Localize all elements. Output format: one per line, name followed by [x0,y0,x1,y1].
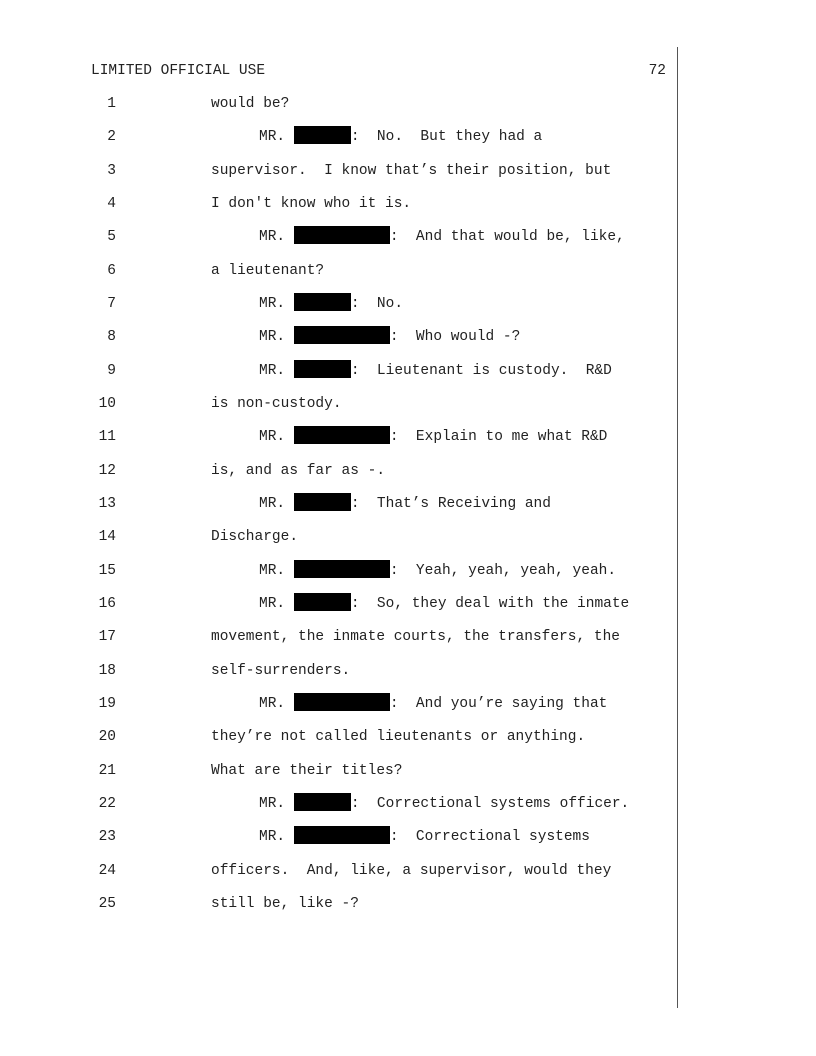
line-number: 22 [98,796,116,812]
line-text: self-surrenders. [211,663,351,679]
speaker-label: MR. [259,829,286,845]
line-text: MR. : Who would -? [259,325,520,349]
redaction-box [294,826,390,844]
page-number: 72 [648,63,666,79]
line-number: 21 [98,763,116,779]
line-text: MR. : Yeah, yeah, yeah, yeah. [259,559,616,583]
speaker-label: MR. [259,129,286,145]
transcript-line [0,392,676,416]
line-number: 15 [98,563,116,579]
transcript-line [0,492,676,516]
speaker-label: MR. [259,696,286,712]
line-text: they’re not called lieutenants or anything. [211,729,586,745]
redaction-box [294,493,351,511]
line-text: MR. : Lieutenant is custody. R&D [259,359,612,383]
line-text: I don't know who it is. [211,196,412,212]
line-text: What are their titles? [211,763,403,779]
line-text: would be? [211,96,290,112]
line-number: 17 [98,629,116,645]
line-text: MR. : No. [259,292,403,316]
transcript-line [0,759,676,783]
transcript-line [0,425,676,449]
transcript-line [0,125,676,149]
speaker-label: MR. [259,496,286,512]
transcript-line [0,725,676,749]
transcript-line [0,325,676,349]
line-text: MR. : Correctional systems [259,825,590,849]
line-text: still be, like -? [211,896,359,912]
line-text: movement, the inmate courts, the transfers, the [211,629,620,645]
redaction-box [294,226,390,244]
line-text: supervisor. I know that’s their position, but [211,163,612,179]
line-text: MR. : And that would be, like, [259,225,625,249]
speaker-label: MR. [259,329,286,345]
line-number: 1 [107,96,116,112]
line-text: Discharge. [211,529,299,545]
line-text: a lieutenant? [211,263,325,279]
speaker-label: MR. [259,563,286,579]
transcript-line [0,559,676,583]
line-number: 24 [98,863,116,879]
transcript-line [0,659,676,683]
transcript-line [0,825,676,849]
transcript-line [0,259,676,283]
transcript-line [0,225,676,249]
redaction-box [294,426,390,444]
line-number: 7 [107,296,116,312]
speaker-label: MR. [259,229,286,245]
transcript-line [0,692,676,716]
transcript-line [0,359,676,383]
transcript-line [0,525,676,549]
classification-header: LIMITED OFFICIAL USE [91,63,266,79]
speaker-label: MR. [259,796,286,812]
line-text: officers. And, like, a supervisor, would they [211,863,612,879]
transcript-line [0,292,676,316]
line-number: 23 [98,829,116,845]
transcript-line [0,859,676,883]
line-number: 11 [98,429,116,445]
redaction-box [294,293,351,311]
line-number: 5 [107,229,116,245]
line-number: 13 [98,496,116,512]
line-number: 10 [98,396,116,412]
line-text: is, and as far as -. [211,463,386,479]
redaction-box [294,326,390,344]
line-number: 19 [98,696,116,712]
line-text: is non-custody. [211,396,342,412]
transcript-line [0,459,676,483]
redaction-box [294,126,351,144]
line-number: 20 [98,729,116,745]
line-text: MR. : And you’re saying that [259,692,607,716]
line-number: 9 [107,363,116,379]
line-number: 14 [98,529,116,545]
redaction-box [294,793,351,811]
transcript-line [0,92,676,116]
right-margin-rule [677,47,678,1008]
redaction-box [294,593,351,611]
speaker-label: MR. [259,429,286,445]
line-number: 16 [98,596,116,612]
line-text: MR. : Correctional systems officer. [259,792,629,816]
line-number: 6 [107,263,116,279]
transcript-line [0,792,676,816]
speaker-label: MR. [259,363,286,379]
line-text: MR. : Explain to me what R&D [259,425,607,449]
transcript-line [0,892,676,916]
line-text: MR. : That’s Receiving and [259,492,551,516]
line-number: 3 [107,163,116,179]
transcript-line [0,625,676,649]
line-text: MR. : So, they deal with the inmate [259,592,629,616]
line-number: 2 [107,129,116,145]
transcript-line [0,159,676,183]
line-number: 4 [107,196,116,212]
redaction-box [294,693,390,711]
line-number: 8 [107,329,116,345]
line-number: 25 [98,896,116,912]
line-text: MR. : No. But they had a [259,125,542,149]
line-number: 18 [98,663,116,679]
transcript-line [0,192,676,216]
redaction-box [294,360,351,378]
speaker-label: MR. [259,296,286,312]
speaker-label: MR. [259,596,286,612]
redaction-box [294,560,390,578]
line-number: 12 [98,463,116,479]
transcript-line [0,592,676,616]
